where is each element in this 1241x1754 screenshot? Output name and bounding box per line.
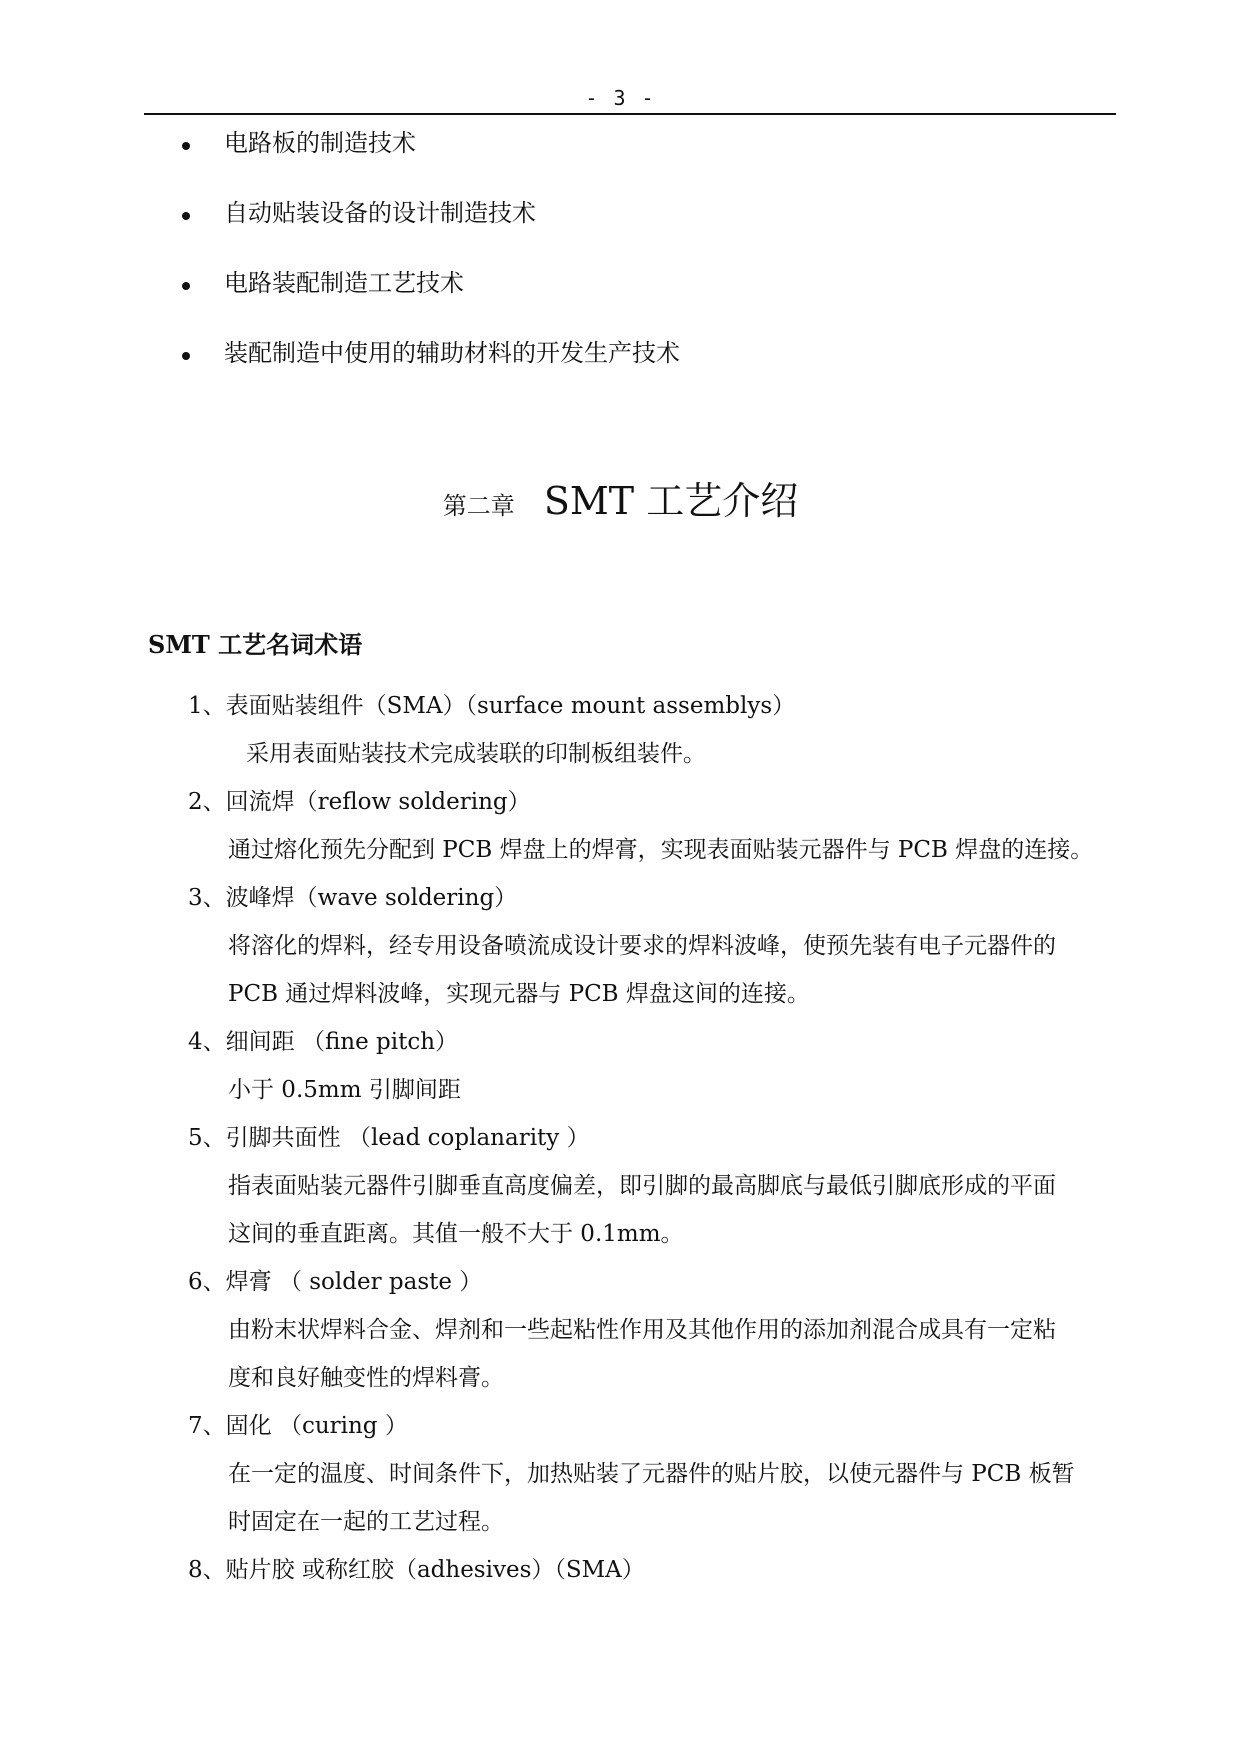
bullet-icon [182, 352, 190, 360]
term-title: 4、细间距 （fine pitch） [188, 1029, 459, 1055]
list-item [182, 126, 680, 196]
term-title: 3、波峰焊（wave soldering） [188, 885, 518, 911]
chapter-title: SMT 工艺介绍 [543, 479, 799, 523]
term-description: 度和良好触变性的焊料膏。 [228, 1365, 504, 1391]
term-description: 小于 0.5mm 引脚间距 [228, 1077, 461, 1103]
list-item-text: 装配制造中使用的辅助材料的开发生产技术 [224, 339, 680, 367]
term-description: 由粉末状焊料合金、焊剂和一些起粘性作用及其他作用的添加剂混合成具有一定粘 [228, 1317, 1056, 1343]
term-description: 这间的垂直距离。其值一般不大于 0.1mm。 [228, 1221, 684, 1247]
chapter-number: 第二章 [442, 492, 515, 520]
term-description: 在一定的温度、时间条件下，加热贴装了元器件的贴片胶，以使元器件与 PCB 板暂 [228, 1461, 1075, 1487]
term-title: 6、焊膏 （ solder paste ） [188, 1269, 483, 1295]
list-item-text: 自动贴装设备的设计制造技术 [224, 199, 536, 227]
term-description: 时固定在一起的工艺过程。 [228, 1509, 504, 1535]
list-item-text: 电路板的制造技术 [224, 129, 416, 157]
term-list [188, 682, 1128, 1594]
term-description: 通过熔化预先分配到 PCB 焊盘上的焊膏，实现表面贴装元器件与 PCB 焊盘的连接。 [228, 837, 1094, 863]
page-number: - 3 - [585, 86, 656, 110]
term-description: PCB 通过焊料波峰，实现元器与 PCB 焊盘这间的连接。 [228, 981, 810, 1007]
list-item [182, 336, 680, 406]
chapter-heading [0, 470, 1241, 525]
list-item-text: 电路装配制造工艺技术 [224, 269, 464, 297]
bullet-icon [182, 212, 190, 220]
term-title: 1、表面贴装组件（SMA）（surface mount assemblys） [188, 693, 796, 719]
term-title: 2、回流焊（reflow soldering） [188, 789, 531, 815]
bullet-icon [182, 142, 190, 150]
bullet-icon [182, 282, 190, 290]
term-title: 7、固化 （curing ） [188, 1413, 408, 1439]
section-heading: SMT 工艺名词术语 [148, 630, 363, 659]
list-item [182, 266, 680, 336]
bullet-list [182, 126, 680, 406]
list-item [182, 196, 680, 266]
header-rule [144, 113, 1116, 115]
term-description: 将溶化的焊料，经专用设备喷流成设计要求的焊料波峰，使预先装有电子元器件的 [228, 933, 1056, 959]
term-title: 5、引脚共面性 （lead coplanarity ） [188, 1125, 590, 1151]
term-description: 指表面贴装元器件引脚垂直高度偏差，即引脚的最高脚底与最低引脚底形成的平面 [228, 1173, 1056, 1199]
term-description: 采用表面贴装技术完成装联的印制板组装件。 [246, 741, 706, 767]
term-title: 8、贴片胶 或称红胶（adhesives）（SMA） [188, 1557, 645, 1583]
